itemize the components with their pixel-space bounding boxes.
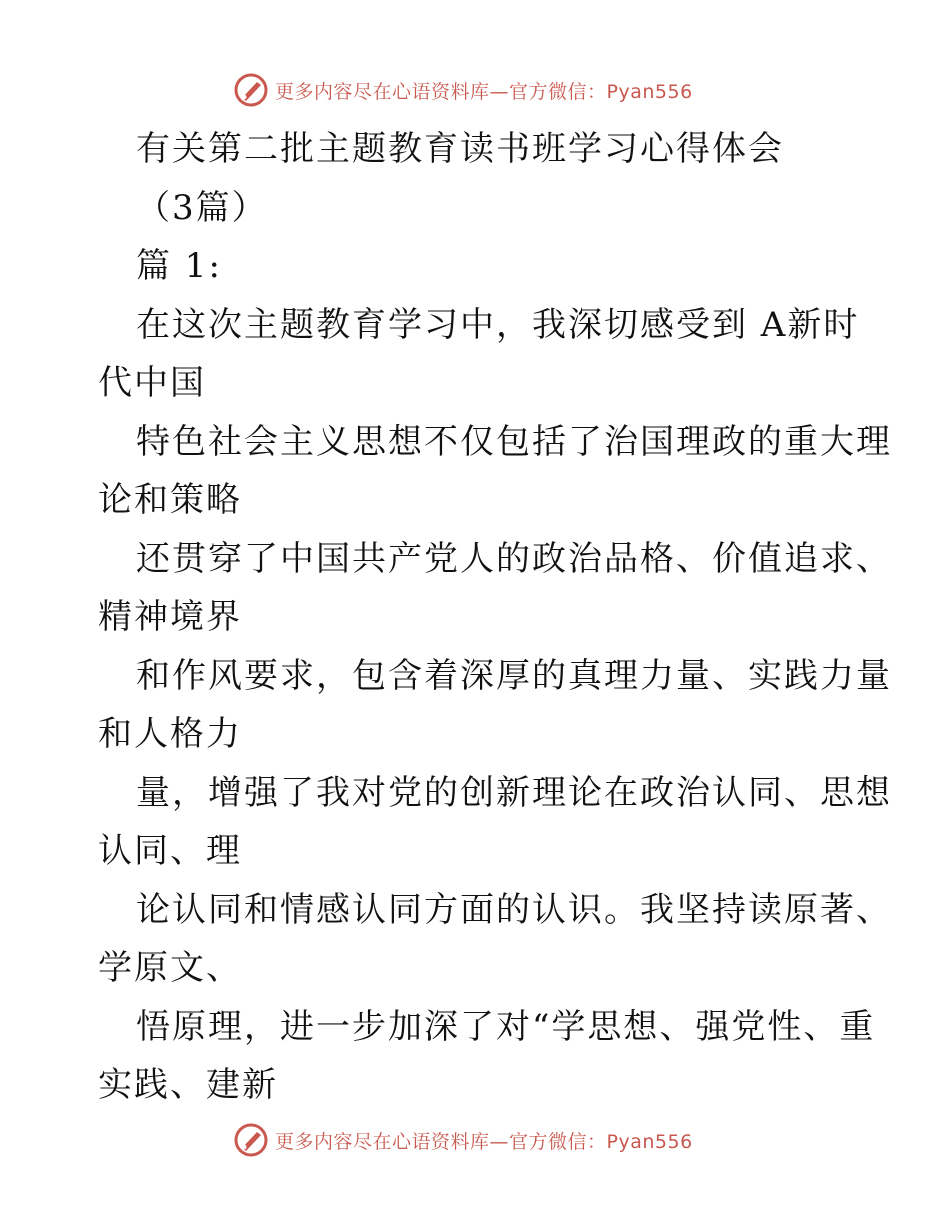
watermark-text: 更多内容尽在心语资料库—官方微信：Pyan556 (275, 80, 693, 103)
watermark-banner-bottom (233, 1122, 693, 1158)
section-heading: 篇 1: (136, 246, 222, 286)
paragraph-line: 悟原理，进一步加深了对“学思想、强党性、重 (136, 1006, 876, 1047)
doc-title-line-1: 有关第二批主题教育读书班学习心得体会 (136, 129, 784, 169)
paragraph-line: 实践、建新 (98, 1065, 278, 1105)
paragraph-line: 和作风要求，包含着深厚的真理力量、实践力量 (136, 655, 892, 696)
paragraph-line: 代中国 (98, 363, 206, 403)
paragraph-line: 还贯穿了中国共产党人的政治品格、价值追求、 (136, 538, 892, 579)
paragraph-line: 认同、理 (98, 831, 242, 871)
paragraph-line: 精神境界 (98, 597, 242, 637)
pen-logo-icon (233, 1122, 269, 1158)
pen-logo-icon (233, 72, 269, 108)
paragraph-line: 论认同和情感认同方面的认识。我坚持读原著、 (136, 889, 892, 930)
watermark-text: 更多内容尽在心语资料库—官方微信：Pyan556 (275, 1130, 693, 1153)
paragraph-line: 和人格力 (98, 714, 242, 754)
doc-title-line-2: （3篇） (136, 187, 268, 228)
paragraph-line: 量，增强了我对党的创新理论在政治认同、思想 (136, 772, 892, 813)
watermark-banner-top (233, 72, 693, 108)
paragraph-line: 特色社会主义思想不仅包括了治国理政的重大理 (136, 421, 892, 462)
paragraph-line: 论和策略 (98, 480, 242, 520)
paragraph-line: 在这次主题教育学习中，我深切感受到 A新时 (136, 304, 860, 345)
document-body (98, 120, 892, 1115)
paragraph-line: 学原文、 (98, 948, 242, 988)
